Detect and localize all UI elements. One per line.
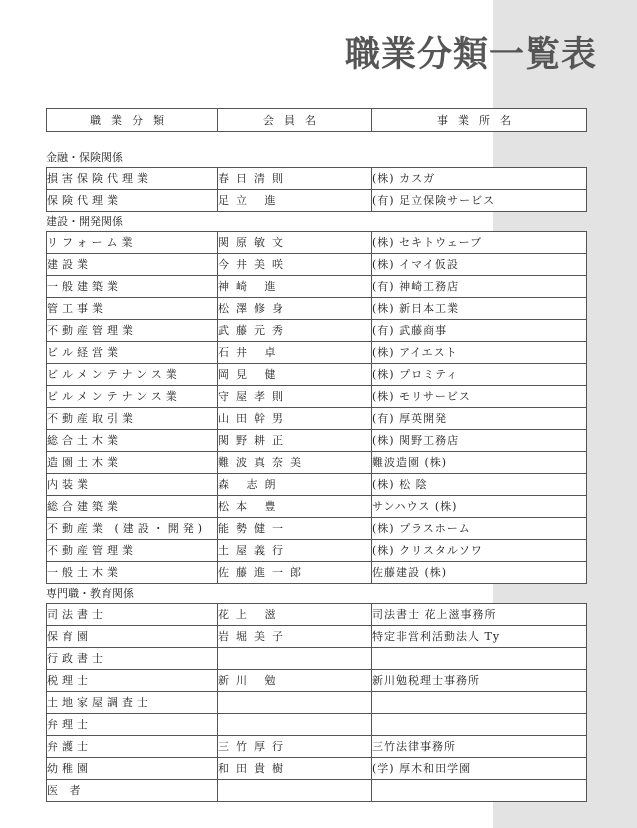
header-occupation: 職業分類: [47, 109, 218, 132]
table-row: [47, 780, 587, 802]
member-cell: 関野耕正: [218, 430, 372, 452]
member-cell: 神崎 進: [218, 276, 372, 298]
office-cell: (株) モリサービス: [372, 386, 587, 408]
table-row: [47, 562, 587, 584]
office-cell: (有) 武藤商事: [372, 320, 587, 342]
member-cell: [218, 780, 372, 802]
occupation-cell: 保育園: [47, 626, 218, 648]
office-cell: (株) カスガ: [372, 168, 587, 190]
occupation-cell: 内装業: [47, 474, 218, 496]
occupation-cell: 不動産業 (建設・開発): [47, 518, 218, 540]
table-row: [47, 408, 587, 430]
member-cell: 守屋孝則: [218, 386, 372, 408]
table-row: [47, 648, 587, 670]
section-label: 建設・開発関係: [46, 215, 123, 228]
column-header: [46, 108, 587, 132]
section-label: 専門職・教育関係: [46, 587, 134, 600]
occupation-cell: 建設業: [47, 254, 218, 276]
office-cell: (株) 関野工務店: [372, 430, 587, 452]
member-cell: 土屋義行: [218, 540, 372, 562]
member-cell: 新川 勉: [218, 670, 372, 692]
member-cell: 花上 滋: [218, 604, 372, 626]
office-cell: [372, 714, 587, 736]
occupation-cell: 保険代理業: [47, 190, 218, 212]
section-table: [46, 603, 587, 802]
member-cell: 岡見 健: [218, 364, 372, 386]
office-cell: [372, 692, 587, 714]
office-cell: (株) アイエスト: [372, 342, 587, 364]
member-cell: 岩堀美子: [218, 626, 372, 648]
table-row: [47, 298, 587, 320]
occupation-cell: 一般建築業: [47, 276, 218, 298]
occupation-cell: リフォーム業: [47, 232, 218, 254]
office-cell: (有) 厚英開発: [372, 408, 587, 430]
occupation-sheet: [46, 108, 586, 802]
office-cell: [372, 648, 587, 670]
occupation-cell: 弁護士: [47, 736, 218, 758]
occupation-cell: 管工事業: [47, 298, 218, 320]
table-row: [47, 604, 587, 626]
occupation-cell: 幼稚園: [47, 758, 218, 780]
occupation-cell: ビルメンテナンス業: [47, 386, 218, 408]
table-row: [47, 386, 587, 408]
table-row: [47, 626, 587, 648]
member-cell: 足立 進: [218, 190, 372, 212]
member-cell: [218, 648, 372, 670]
member-cell: 今井美咲: [218, 254, 372, 276]
member-cell: 松澤修身: [218, 298, 372, 320]
header-office: 事業所名: [372, 109, 587, 132]
office-cell: (株) 松 陰: [372, 474, 587, 496]
office-cell: [372, 780, 587, 802]
occupation-cell: 不動産管理業: [47, 540, 218, 562]
occupation-cell: 行政書士: [47, 648, 218, 670]
table-row: [47, 254, 587, 276]
occupation-cell: 不動産管理業: [47, 320, 218, 342]
member-cell: 春日清則: [218, 168, 372, 190]
office-cell: (株) クリスタルソワ: [372, 540, 587, 562]
office-cell: (株) イマイ仮設: [372, 254, 587, 276]
office-cell: 難波造園 (株): [372, 452, 587, 474]
table-row: [47, 518, 587, 540]
occupation-cell: 損害保険代理業: [47, 168, 218, 190]
occupation-cell: 司法書士: [47, 604, 218, 626]
occupation-cell: 土地家屋調査士: [47, 692, 218, 714]
member-cell: 和田貴樹: [218, 758, 372, 780]
occupation-cell: 不動産取引業: [47, 408, 218, 430]
member-cell: 山田幹男: [218, 408, 372, 430]
table-row: [47, 736, 587, 758]
member-cell: 三竹厚行: [218, 736, 372, 758]
header-member: 会員名: [218, 109, 372, 132]
table-row: [47, 496, 587, 518]
member-cell: 難波真奈美: [218, 452, 372, 474]
office-cell: サンハウス (株): [372, 496, 587, 518]
table-row: [47, 758, 587, 780]
occupation-cell: 造園土木業: [47, 452, 218, 474]
table-row: [47, 670, 587, 692]
section-table: [46, 167, 587, 212]
table-row: [47, 276, 587, 298]
section-label: 金融・保険関係: [46, 151, 123, 164]
occupation-cell: ビルメンテナンス業: [47, 364, 218, 386]
member-cell: 武藤元秀: [218, 320, 372, 342]
member-cell: 関原敏文: [218, 232, 372, 254]
office-cell: 三竹法律事務所: [372, 736, 587, 758]
page-title: 職業分類一覧表: [344, 35, 597, 75]
office-cell: 佐藤建設 (株): [372, 562, 587, 584]
table-row: [47, 692, 587, 714]
table-row: [47, 364, 587, 386]
table-row: [47, 232, 587, 254]
occupation-cell: 総合建築業: [47, 496, 218, 518]
occupation-cell: 弁理士: [47, 714, 218, 736]
table-row: [47, 168, 587, 190]
table-row: [47, 540, 587, 562]
office-cell: (株) プラスホーム: [372, 518, 587, 540]
office-cell: 新川勉税理士事務所: [372, 670, 587, 692]
sections-container: [46, 148, 586, 802]
table-row: [47, 714, 587, 736]
office-cell: (学) 厚木和田学園: [372, 758, 587, 780]
member-cell: 松本 豊: [218, 496, 372, 518]
occupation-cell: 総合土木業: [47, 430, 218, 452]
table-row: [47, 452, 587, 474]
table-row: [47, 430, 587, 452]
member-cell: 佐藤進一郎: [218, 562, 372, 584]
office-cell: 特定非営利活動法人 Ty: [372, 626, 587, 648]
occupation-cell: 医 者: [47, 780, 218, 802]
office-cell: (株) セキトウェーブ: [372, 232, 587, 254]
occupation-cell: ビル経営業: [47, 342, 218, 364]
member-cell: 能勢健一: [218, 518, 372, 540]
office-cell: (有) 神崎工務店: [372, 276, 587, 298]
occupation-cell: 税理士: [47, 670, 218, 692]
occupation-cell: 一般土木業: [47, 562, 218, 584]
member-cell: [218, 714, 372, 736]
member-cell: 石井 卓: [218, 342, 372, 364]
office-cell: 司法書士 花上滋事務所: [372, 604, 587, 626]
section-table: [46, 231, 587, 584]
table-row: [47, 342, 587, 364]
member-cell: [218, 692, 372, 714]
office-cell: (株) プロミティ: [372, 364, 587, 386]
office-cell: (有) 足立保険サービス: [372, 190, 587, 212]
table-row: [47, 474, 587, 496]
table-row: [47, 320, 587, 342]
table-row: [47, 190, 587, 212]
office-cell: (株) 新日本工業: [372, 298, 587, 320]
member-cell: 森 志朗: [218, 474, 372, 496]
